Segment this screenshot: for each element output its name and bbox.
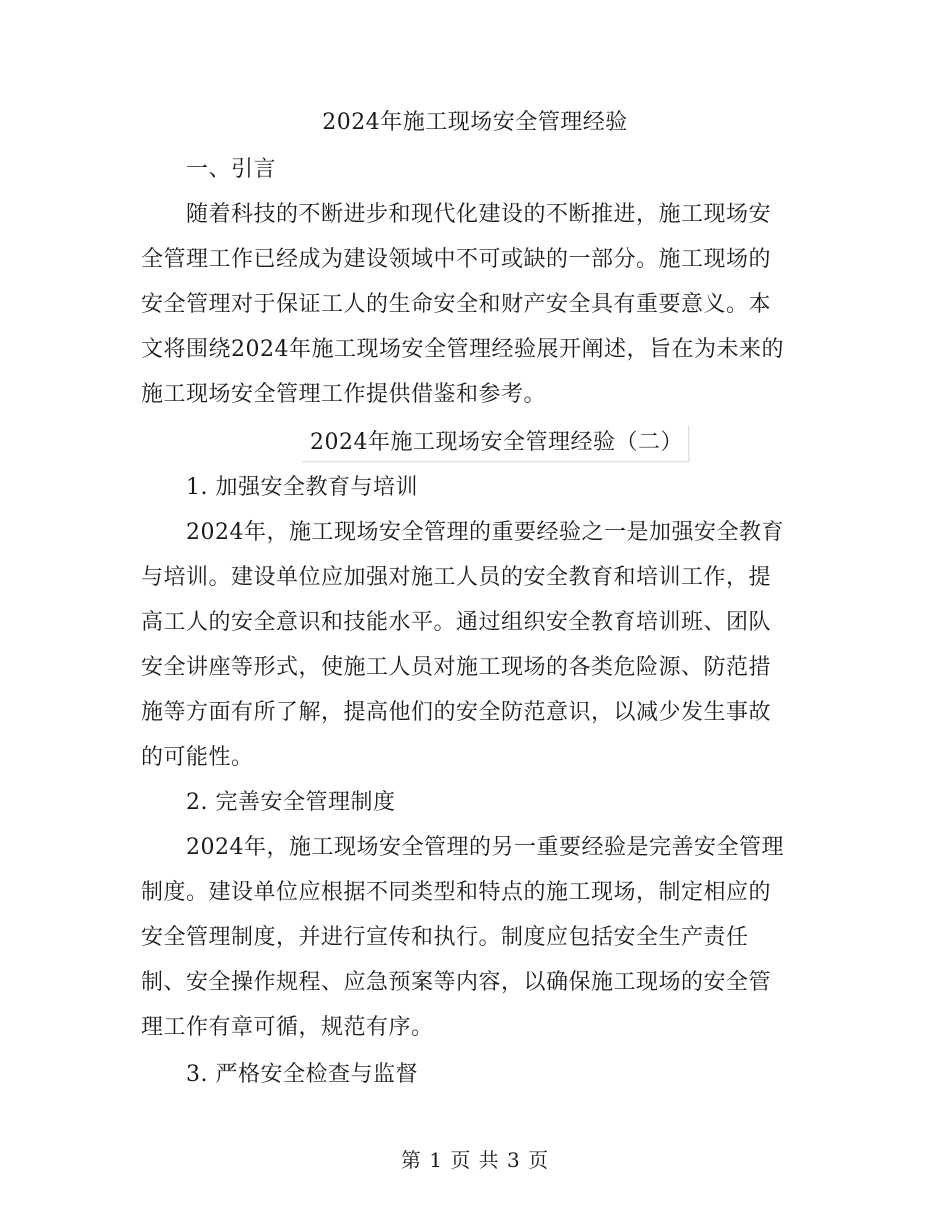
paragraph-line: 安全管理制度，并进行宣传和执行。制度应包括安全生产责任 (141, 925, 749, 950)
paragraph-line: 2024年，施工现场安全管理的另一重要经验是完善安全管理 (186, 835, 784, 860)
paragraph-line: 制、安全操作规程、应急预案等内容，以确保施工现场的安全管 (141, 970, 772, 995)
paragraph-line: 制度。建设单位应根据不同类型和特点的施工现场，制定相应的 (141, 880, 772, 905)
section-heading-1: 1. 加强安全教育与培训 (186, 475, 418, 500)
paragraph-line: 的可能性。 (141, 745, 254, 770)
subtitle-box (302, 425, 689, 462)
paragraph-line: 随着科技的不断进步和现代化建设的不断推进，施工现场安 (186, 202, 772, 227)
paragraph-line: 安全讲座等形式，使施工人员对施工现场的各类危险源、防范措 (141, 655, 772, 680)
paragraph-line: 2024年，施工现场安全管理的重要经验之一是加强安全教育 (186, 520, 784, 545)
section-heading-2: 2. 完善安全管理制度 (186, 790, 396, 815)
paragraph-line: 与培训。建设单位应加强对施工人员的安全教育和培训工作，提 (141, 565, 772, 590)
paragraph-line: 安全管理对于保证工人的生命安全和财产安全具有重要意义。本 (141, 292, 772, 317)
page-number-footer: 第 1 页 共 3 页 (400, 1148, 550, 1172)
paragraph-line: 文将围绕2024年施工现场安全管理经验展开阐述，旨在为未来的 (141, 337, 784, 362)
document-subtitle: 2024年施工现场安全管理经验（二） (310, 430, 683, 455)
paragraph-line: 施工现场安全管理工作提供借鉴和参考。 (141, 382, 547, 407)
paragraph-line: 理工作有章可循，规范有序。 (141, 1015, 434, 1040)
section-heading-3: 3. 严格安全检查与监督 (186, 1062, 418, 1087)
paragraph-line: 全管理工作已经成为建设领域中不可或缺的一部分。施工现场的 (141, 247, 772, 272)
document-title: 2024年施工现场安全管理经验 (322, 110, 628, 135)
section-heading-intro: 一、引言 (186, 157, 277, 182)
paragraph-line: 高工人的安全意识和技能水平。通过组织安全教育培训班、团队 (141, 610, 772, 635)
paragraph-line: 施等方面有所了解，提高他们的安全防范意识，以减少发生事故 (141, 700, 772, 725)
